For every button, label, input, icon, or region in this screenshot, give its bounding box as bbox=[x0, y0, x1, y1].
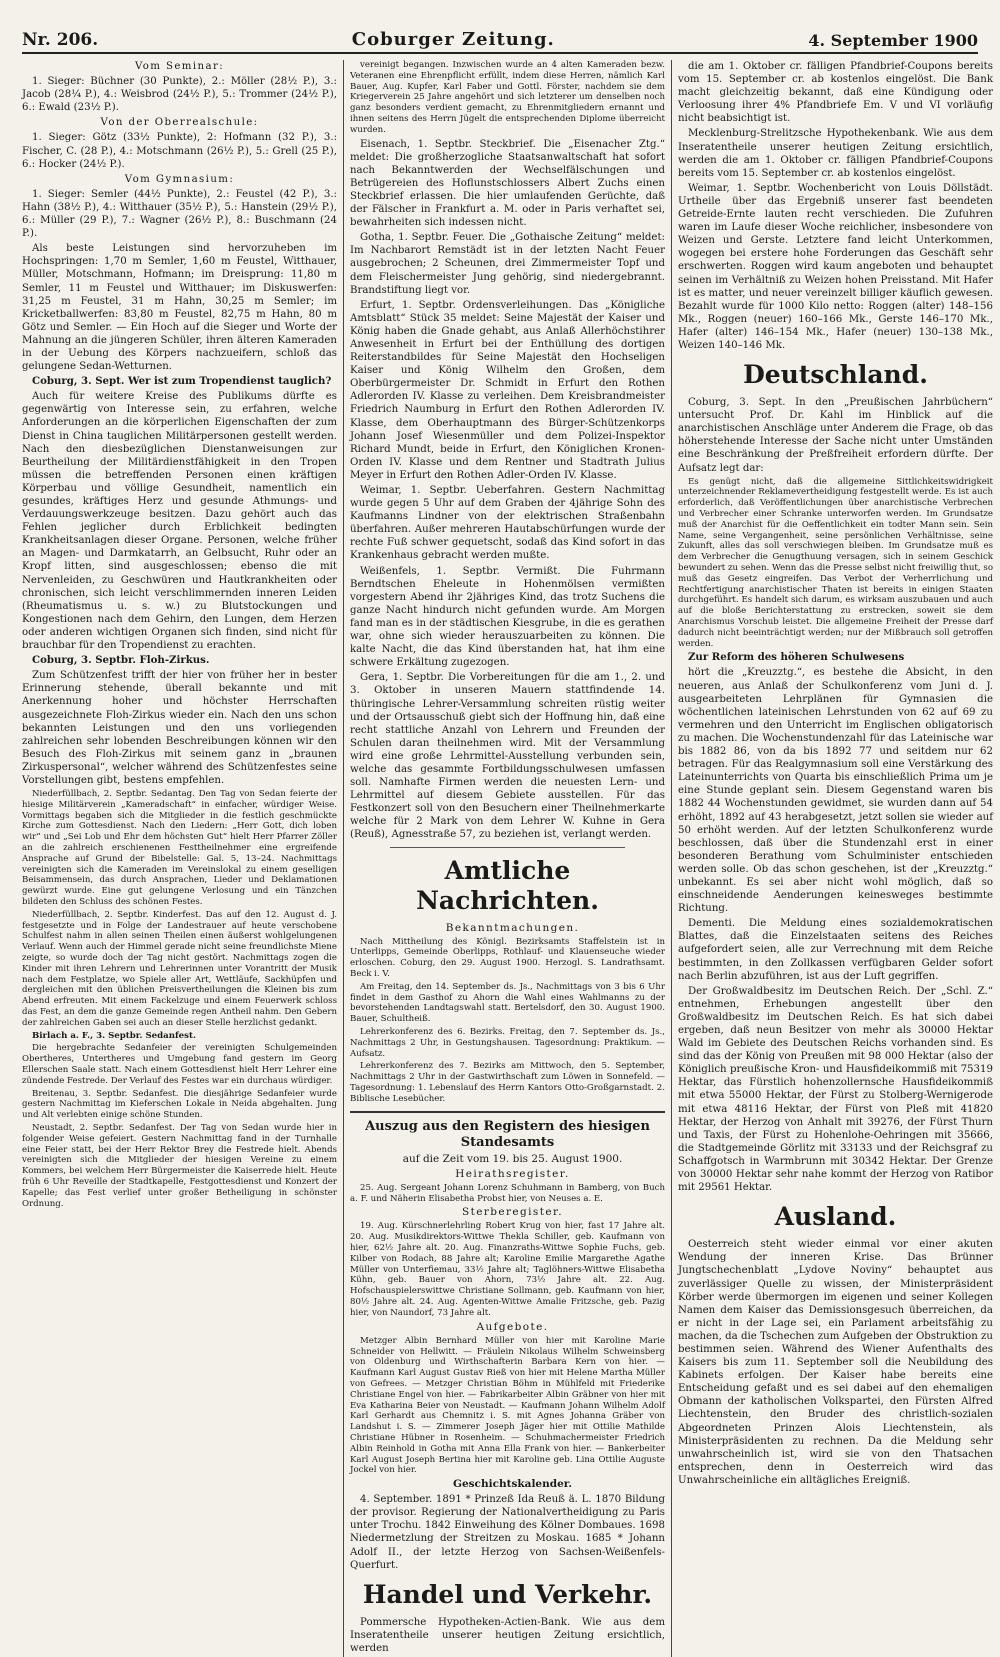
column-rule bbox=[343, 60, 344, 1657]
paragraph-small: Breitenau, 3. Septbr. Sedanfest. Die diesjährige Sedanfeier wurde gestern Nachmittag im Kieferschen Lokale in Neida abgehalten. Jung und Alt verlebten einige schöne Stunden. bbox=[22, 1088, 337, 1121]
paragraph: Coburg, 3. Sept. In den „Preußischen Jahrbüchern“ untersucht Prof. Dr. Kahl im Hinblick auf die anarchistischen Anschläge unter Anderem die Frage, ob das höherstehende Interesse der Sache nicht unter Umständen eine Beschränkung der Preßfreiheit erfordern dürfte. Der Aufsatz legt dar: bbox=[678, 397, 993, 474]
paragraph-small: Die hergebrachte Sedanfeier der vereinigten Schulgemeinden Obertheres, Untertheres und Umgebung fand gestern im Georg Ellerschen Saale statt. Nach einem Gottesdienst hielt Herr Lehrer eine zündende Festrede. Der Verlauf des Festes war ein durchaus würdiger. bbox=[22, 1043, 337, 1086]
columns bbox=[22, 60, 993, 1654]
paragraph: Eisenach, 1. Septbr. Steckbrief. Die „Eisenacher Ztg.“ meldet: Die großherzogliche Staatsanwaltschaft hat sofort nach Bekanntwerden der Wechselfälschungen und Betrügereien des Hoflunstschlossers Albert Zuchs einen Steckbrief erlassen. Die hier umlaufenden Gerüchte, daß der Fälscher in Frankfurt a. M. oder in Paris verhaftet sei, bewahrheiten sich indessen nicht. bbox=[350, 138, 665, 229]
paragraph: Mecklenburg-Strelitzsche Hypothekenbank. Wie aus dem Inseratentheile unserer heutigen Zeitung ersichtlich, werden die am 1. Oktober cr. fälligen Pfandbrief-Coupons bereits vom 15. September cr. ab kostenlos eingelöst. bbox=[678, 128, 993, 179]
paragraph: 1. Sieger: Götz (33½ Punkte), 2: Hofmann (32 P.), 3.: Fischer, C. (28 P.), 4.: Motschmann (26½ P.), 5.: Grell (25 P.), 6.: Hocker (24½ P.). bbox=[22, 132, 337, 170]
paragraph: hört die „Kreuzztg.“, es bestehe die Absicht, in den neueren, aus Anlaß der Schulkonferenz vom Juni d. J. ausgearbeiteten Lehrplänen für Gymnasien die wöchentlichen lateinischen Lehrstunden von 62 auf 69 zu vermehren und den Unterricht im Englischen obligatorisch zu machen. Die Wochenstundenzahl für das Lateinische war bis 1882 86, von da bis 1892 77 und seitdem nur 62 betragen. Für das Realgymnasium soll eine Verstärkung des Lateinunterrichts von Quarta bis einschließlich Prima um je eine Stunde geplant sein. Diesem Gegenstand waren bis 1882 44 Wochenstunden gewidmet, sie wurden dann auf 54 erhöht, 1892 auf 43 herabgesetzt, jetzt sollen sie wieder auf 50 erhöht werden. Auf der letzten Schulkonferenz wurde beschlossen, daß über die Stundenzahl erst in einer besonderen Berathung vom Schulminister entschieden werden solle. Ob das schon geschehen, ist der „Kreuzztg.“ unbekannt. Es sei aber nicht wohl möglich, daß so einschneidende Aenderungen keinesweges bestimmte Richtung. bbox=[678, 667, 993, 915]
subheading: Bekanntmachungen. bbox=[445, 921, 580, 934]
section-heading: Vom Seminar: bbox=[134, 61, 225, 72]
paragraph: 1. Sieger: Semler (44½ Punkte), 2.: Feustel (42 P.), 3.: Hahn (38½ P.), 4.: Witthauer (35½ P.), 5.: Hanstein (29½ P.), 6.: Müller (29 P.), 7.: Wagner (26½ P.), 8.: Buschmann (24 P.). bbox=[22, 188, 337, 240]
notice: Lehrerkonferenz des 7. Bezirks am Mittwoch, den 5. September, Nachmittags 2 Uhr in der Gastwirthschaft zum Löwen in Sonnefeld. — Tagesordnung: 1. Lebenslauf des Herrn Kantors Otto-Großgarnstadt. 2. Biblische Lesebücher. bbox=[350, 1061, 665, 1104]
section-title-handel: Handel und Verkehr. bbox=[362, 1579, 653, 1609]
section-heading: Von der Oberrealschule: bbox=[100, 117, 259, 129]
section-title-deutschland: Deutschland. bbox=[743, 360, 928, 390]
article-lead: Birlach a. F., 3. Septbr. Sedanfest. bbox=[32, 1030, 196, 1041]
divider bbox=[390, 847, 625, 848]
notice: Am Freitag, den 14. September ds. Js., Nachmittags von 3 bis 6 Uhr findet in dem Gasthof zu Ahorn die Wahl eines Wahlmanns zu der bevorstehenden Landtagswahl statt. Bertelsdorf, den 30. August 1900. Bauer, Schultheiß. bbox=[350, 981, 665, 1025]
article-lead: Coburg, 3. Septbr. Floh-Zirkus. bbox=[32, 654, 210, 667]
paragraph: Weimar, 1. Septbr. Wochenbericht von Louis Döllstädt. Urtheile über das Ergebniß unserer fast beendeten Getreide-Ernte lauten recht verschieden. Die Zufuhren waren im Laufe dieser Woche reichlicher, insbesondere von Weizen und Gerste. Letztere fand leicht Unterkommen, wogegen bei erstere hohe Forderungen das Geschäft sehr erschwerten. Roggen wird kaum angeboten und behauptet seinen im Verhältniß zu Weizen hohen Preisstand. Mit Hafer ist es matter, und neuer vereinzelt billiger käuflich gewesen. Bezahlt wurde für 1000 Kilo netto: Roggen (alter) 148–156 Mk., Roggen (neuer) 160–166 Mk., Gerste 146–170 Mk., Hafer (alter) 146–154 Mk., Hafer (neuer) 130–138 Mk., Weizen 140–146 Mk. bbox=[678, 182, 993, 351]
newspaper-title: Coburger Zeitung. bbox=[351, 29, 555, 50]
paragraph: Weißenfels, 1. Septbr. Vermißt. Die Fuhrmann Berndtschen Eheleute in Hohenmölsen vermißten vorgestern Abend ihr 2jähriges Kind, das trotz Suchens die ganze Nacht hindurch nicht gefunden wurde. Am Morgen fand man es in der städtischen Kiesgrube, in die es gerathen war, ohne sich wieder herauszuarbeiten zu können. Die kalte Nacht, die das Kind überstanden hat, hat ihm eine schwere Erkältung zugezogen. bbox=[350, 565, 665, 669]
section-title-amtliche: Amtliche Nachrichten. bbox=[416, 855, 599, 915]
paragraph: 1. Sieger: Büchner (30 Punkte), 2.: Möller (28½ P.), 3.: Jacob (28¼ P.), 4.: Weisbrod (24½ P.), 5.: Trommer (24½ P.), 6.: Ewald (23½ P.). bbox=[22, 76, 337, 114]
section-heading: Vom Gymnasium: bbox=[124, 173, 235, 185]
register-entry: 19. Aug. Kürschnerlehrling Robert Krug von hier, fast 17 Jahre alt. 20. Aug. Musikdirektors-Wittwe Thekla Schiller, geb. Kaufmann von hier, 62½ Jahre alt. 20. Aug. Finanzraths-Wittwe Sophie Fuchs, geb. Kilber von Rodach, 88 Jahre alt; Karoline Emilie Margarethe Agathe Müller von Unterfiemau, 33½ Jahre alt; Taglöhners-Wittwe Elisabetha Kühn, geb. Bauer von Ahorn, 73½ Jahre alt. 22. Aug. Hofschauspielerswittwe Christiane Sollmann, geb. Kaufmann von hier, 80½ Jahre alt. 24. Aug. Agenten-Wittwe Amalie Fritzsche, geb. Pazig hier, von Naundorf, 73 Jahre alt. bbox=[350, 1221, 665, 1318]
column-middle bbox=[350, 60, 665, 1657]
subheading: Aufgebote. bbox=[476, 1320, 549, 1333]
paragraph-small: Niederfüllbach, 2. Septbr. Sedantag. Den Tag von Sedan feierte der hiesige Militärverein „Kameradschaft“ in einfacher, würdiger Weise. Vormittags begaben sich die Mitglieder in die festlich geschmückte Kirche zum Gottesdienst. Nach den Liedern: „Herr Gott, dich loben wir“ und „Sei Lob und Ehr dem höchsten Gut“ hielt Herr Pfarrer Zöller an die zahlreich erschienenen Festtheilnehmer eine ergreifende Ansprache auf Grund der Bibelstelle: Gal. 5, 13–24. Nachmittags vereinigten sich die Kameraden im Vereinslokal zu einem geselligen Beisammensein, das durch Ansprachen, Lieder und Deklamationen gewürzt wurde. Eine gut gelungene Verlosung und ein Tänzchen bildeten den Schluss des schönen Festes. bbox=[22, 789, 337, 908]
paragraph: Dementi. Die Meldung eines sozialdemokratischen Blattes, daß die Einzelstaaten seitens des Reiches aufgefordert seien, alle zur Verrechnung mit dem Reiche bestimmten, in den Zollkassen verfügbaren Gelder sofort nach Berlin abzuführen, ist aus der Luft gegriffen. bbox=[678, 918, 993, 982]
divider bbox=[350, 1111, 665, 1113]
section-title-ausland: Ausland. bbox=[774, 1202, 897, 1232]
column-left bbox=[22, 60, 337, 1657]
paragraph: Oesterreich steht wieder einmal vor einer akuten Wendung der inneren Krise. Das Brünner Jungtschechenblatt „Lydove Noviny“ behauptet aus zuverlässiger Quelle zu wissen, der Ministerpräsident Körber werde übermorgen im eigenen und seiner Kollegen Namen dem Kaiser das Demissionsgesuch überreichen, da er nicht in der Lage sei, ein Parlament arbeitsfähig zu machen, da die Tschechen zum Aufgeben der Obstruktion zu bestimmen seien. Während des Wiener Aufenthalts des Kaisers bis zum 11. September soll die Neubildung des Kabinets erfolgen. Der Kaiser habe bereits eine Entscheidung gefaßt und es sei dabei auf den ehemaligen Obmann der katholischen Volkspartei, den Fürsten Alfred Liechtenstein, den Bruder des christlich-sozialen Abgeordneten Prinzen Alois Liechtenstein, als Ministerpräsidenten zu rechnen. Da die Meldung sehr unwahrscheinlich ist, wird sie von den Thatsachen entsprechen, denn in Oesterreich wird das Unwahrscheinliche ein alltägliches Ereigniß. bbox=[678, 1239, 993, 1486]
paragraph: Auch für weitere Kreise des Publikums dürfte es gegenwärtig von Interesse sein, zu erfahren, welche Anforderungen an die körperlichen Eigenschaften der zum Dienst in China tauglichen Militärpersonen gestellt werden. Nach den diesbezüglichen Dienstanweisungen zur Beurtheilung der Militärdienstfähigkeit in den Tropen müssen die betreffenden Personen einen kräftigen Körperbau und völlige Gesundheit, namentlich ein gesundes, kräftiges Herz und gesunde Athmungs- und Verdauungswerkzeuge besitzen. Dazu gehört auch das Fehlen jeglicher durch Erblichkeit bedingten Krankheitsanlagen dieser Organe. Personen, welche früher an Magen- und Darmkatarrh, an Gelbsucht, Ruhr oder an Kropf litten, sind ausgeschlossen; ebenso die mit Nervenleiden, zu Geschwüren und Hautkrankheiten oder chronischen, sich leicht verschlimmernden inneren Leiden (Rheumatismus u. s. w.) zu Blutstockungen und Kongestionen nach dem Gehirn, den Lungen, dem Herzen oder anderen wichtigen Organen sich finden, sind nicht für brauchbar für den Tropendienst zu erachten. bbox=[22, 391, 337, 652]
subheading: Sterberegister. bbox=[462, 1206, 563, 1219]
register-entry: Metzger Albin Bernhard Müller von hier mit Karoline Marie Schneider von Hellwitt. — Fräulein Nikolaus Wilhelm Schweinsberg von Oldenburg und Wirthschafterin Barbara Kern von hier. — Kaufmann Karl August Gustav Rieß von hier mit Helene Martha Müller von Gefrees. — Metzger Christian Böhm in Mühlfeld mit Friederike Christiane Engel von hier. — Fabrikarbeiter Albin Gräbner von hier mit Eva Katharina Beier von Neustadt. — Kaufmann Johann Wilhelm Adolf Karl Gerhardt aus Chemnitz i. S. mit Agnes Johanna Gräber von Landshut i. S. — Zimmerer Joseph Jäger hier mit Ottilie Mathilde Christiane Hübner in Rosenheim. — Schuhmachermeister Friedrich Albin Reinhold in Gotha mit Anna Ella Frank von hier. — Bankerbeiter Karl August Joseph Bertina hier mit Karoline geb. Lina Ottilie Auguste Jockel von hier. bbox=[350, 1335, 665, 1476]
paragraph: Pommersche Hypotheken-Actien-Bank. Wie aus dem Inseratentheile unserer heutigen Zeitung ersichtlich, werden bbox=[350, 1616, 665, 1654]
issue-number: Nr. 206. bbox=[22, 30, 99, 50]
masthead bbox=[22, 24, 978, 54]
paragraph-small: Es genügt nicht, daß die allgemeine Sittlichkeitswidrigkeit unterzeichnender Reklamevertheidigung festgestellt werde. Es ist auch erforderlich, daß Veröffentlichungen über anarchistische Verbrechen und Verbrecher einer Schranke unterworfen werden. Im Grundsatze muß der Anarchist für die Oeffentlichkeit ein todter Mann sein. Sein Name, seine Vergangenheit, seine persönlichen Verhältnisse, seine Zukunft, alles das soll verschwiegen bleiben. Im Grundsatze muß es dem Verbrecher die Genugthuung versagen, sich in seinem Geschick bewundert zu sehen. Wenn das die Presse selbst nicht freiwillig thut, so muß das Gesetz eingreifen. Das Verbot der Verherrlichung und Rechtfertigung anarchistischer Thaten ist bereits in einigen Staaten durchgeführt. Es handelt sich darum, es wirksam auszubauen und auch auf die bloße Berichterstattung zu erstrecken, soweit sie dem Anarchismus Vorschub leistet. Die allgemeine Freiheit der Presse darf dadurch nicht beeinträchtigt werden; nur der Mißbrauch soll getroffen werden. bbox=[678, 476, 993, 649]
paragraph: Weimar, 1. Septbr. Ueberfahren. Gestern Nachmittag wurde gegen 5 Uhr auf dem Graben der 4jährige Sohn des Kaufmanns Lindner von der elektrischen Straßenbahn überfahren. Außer mehreren Hautabschürfungen wurde der rechte Fuß schwer gequetscht, sodaß das Kind sofort in das Krankenhaus gebracht werden mußte. bbox=[350, 485, 665, 562]
paragraph: Gotha, 1. Septbr. Feuer. Die „Gothaische Zeitung“ meldet: Im Nachbarort Remstädt ist in der letzten Nacht Feuer ausgebrochen; 2 Scheunen, drei Zimmermeister Topf und dem Fleischermeister Jung gehörig, sind niedergebrannt. Brandstiftung liegt vor. bbox=[350, 232, 665, 296]
paragraph: Der Großwaldbesitz im Deutschen Reich. Der „Schl. Z.“ entnehmen, Erhebungen angestellt über den Großwaldbesitz im Deutschen Reich. Es hat sich dabei ergeben, daß neun Besitzer von mehr als 30000 Hektar Wald im Gebiete des Deutschen Reichs vorhanden sind. Es sind das der König von Preußen mit 98 000 Hektar (also der Königlich preußische Kron- und Hausfideikommiß mit 75319 Hektar, das Fürstlich hohenzollernsche Hausfideikommiß mit etwa 55000 Hektar, der Fürst zu Stolberg-Wernigerode mit etwa 48116 Hektar, der Fürst von Pleß mit 41820 Hektar, der Herzog von Anhalt mit 39276, der Fürst Thurn und Taxis, der Fürst zu Hohenlohe-Oehringen mit 35666, die Stadtgemeinde Görlitz mit 33133 und der Reichsgraf zu Schaffgotsch in Warmbrunn mit 30342 Hektar. Der Grenze von 30000 Hektar sehr nahe kommt der Herzog von Ratibor mit 29561 Hektar. bbox=[678, 985, 993, 1194]
subheading: auf die Zeit vom 19. bis 25. August 1900. bbox=[402, 1152, 623, 1165]
paragraph-small: Neustadt, 2. Septbr. Sedanfest. Der Tag von Sedan wurde hier in folgender Weise gefeiert. Gestern Nachmittag fand in der Turnhalle eine Feier statt, bei der Herr Rektor Brey die Festrede hielt. Abends vereinigten sich die Mitglieder der hiesigen Vereine zu einem Kommers, bei welchem Herr Bürgermeister die Kaiserrede hielt. Heute früh 6 Uhr Reveille der Stadtkapelle, Festgottesdienst und Konzert der Kapelle; das Fest verlief unter großer Betheiligung in schönster Ordnung. bbox=[22, 1122, 337, 1209]
section-title-auszug: Auszug aus den Registern des hiesigen Standesamts bbox=[365, 1118, 650, 1150]
notice: Lehrerkonferenz des 6. Bezirks. Freitag, den 7. September ds. Js., Nachmittags 2 Uhr, in Gestungshausen. Tagesordnung: Praktikum. — Aufsatz. bbox=[350, 1027, 665, 1059]
paragraph: Gera, 1. Septbr. Die Vorbereitungen für die am 1., 2. und 3. Oktober in unseren Mauern stattfindende 14. thüringische Lehrer-Versammlung schreiten rüstig weiter und der Ortsausschuß giebt sich der Hoffnung hin, daß eine recht stattliche Anzahl von Lehrern und Freunden der Schulen daran theilnehmen wird. Mit der Versammlung wird eine große Lehrmittel-Ausstellung verbunden sein, welche das gesammte Fortbildungsschulwesen umfassen soll. Namhafte Firmen werden die neuesten Lern- und Lehrmittel auf diesem Gebiete ausstellen. Für das Festkonzert soll von den Besuchern einer Theilnehmerkarte welche für 2 Mark von dem Lehrer W. Kuhne in Gera (Reuß), Agnesstraße 57, zu beziehen ist, verlangt werden. bbox=[350, 672, 665, 841]
subheading: Heirathsregister. bbox=[455, 1167, 570, 1180]
paragraph-small: vereinigt begangen. Inzwischen wurde an 4 alten Kameraden bezw. Veteranen eine Ehrenpflicht erfüllt, indem diese Herren, nämlich Karl Bauer, Aug. Kupfer, Karl Faber und Gottl. Förster, nachdem sie dem Kriegerverein 25 Jahre angehört und sich letzterer um denselben noch ganz besonders verdient gemacht, zu Ehrenmitgliedern ernannt und ihnen seitens des Herrn Jügelt die entsprechenden Diplome überreicht wurden. bbox=[350, 60, 665, 135]
paragraph-small: Niederfüllbach, 2. Septbr. Kinderfest. Das auf den 12. August d. J. festgesetzte und in Folge der Landestrauer auf heute verschobene Schulfest nahm in allen seinen Theilen einen äußerst wohlgelungenen Verlauf. Wenn auch der Himmel gerade nicht seine freundlichste Miene zeigte, so wurde doch der Tag nicht gestört. Nachmittags zogen die Kinder mit ihren Lehrern und Lehrerinnen unter Vorantritt der Musik nach dem Festplatze, wo Spiele aller Art, Wettläufe, Sackhüpfen und dergleichen mit den üblichen Preisvertheilungen die Kleinen bis zum Abend erfreuten. Mit einem Fackelzuge und einem Feuerwerk schloss das Fest, an dem die ganze Gemeinde regen Antheil nahm. Den Gebern der zahlreichen Gaben sei auch an dieser Stelle herzlichst gedankt. bbox=[22, 909, 337, 1028]
article-lead: Coburg, 3. Sept. Wer ist zum Tropendienst tauglich? bbox=[32, 375, 332, 388]
column-right bbox=[678, 60, 993, 1657]
issue-date: 4. September 1900 bbox=[808, 31, 978, 50]
notice: Nach Mittheilung des Königl. Bezirksamts Staffelstein ist in Unterlipps, Gemeinde Oberlipps, Rothlauf- und Klauenseuche wieder erloschen. Coburg, den 29. August 1900. Herzogl. S. Landrathsamt. Beck i. V. bbox=[350, 936, 665, 980]
paragraph: Zum Schützenfest trifft der hier von früher her in bester Erinnerung stehende, überall bekannte und mit Anerkennung hoher und höchster Herrschaften ausgezeichnete Floh-Zirkus wieder ein. Nach den uns schon bekannten Leistungen und den uns vorliegenden zahlreichen sehr lobenden Beschreibungen können wir den Besuch des Floh-Zirkus mit seinem ganz in „braunen Zirkuspersonal“, welcher während des Schützenfestes seine Vorstellungen gibt, bestens empfehlen. bbox=[22, 670, 337, 786]
subheading: Geschichtskalender. bbox=[453, 1478, 572, 1491]
paragraph: die am 1. Oktober cr. fälligen Pfandbrief-Coupons bereits vom 15. September cr. ab kostenlos eingelöst. Die Bank macht gleichzeitig bekannt, daß eine Kündigung oder Verloosung ihrer 4% Pfandbriefe Em. V und VI vorläufig nicht beabsichtigt ist. bbox=[678, 61, 993, 125]
register-entry: 25. Aug. Sergeant Johann Lorenz Schuhmann in Bamberg, von Buch a. F. und Näherin Elisabetha Probst hier, von Neuses a. E. bbox=[350, 1182, 665, 1204]
paragraph: 4. September. 1891 * Prinzeß Ida Reuß ä. L. 1870 Bildung der provisor. Regierung der Nationalvertheidigung zu Paris unter Trochu. 1842 Einweihung des Kölner Dombaues. 1698 Niedermetzlung der Streitzen zu Moskau. 1685 * Johann Adolf II., der letzte Herzog von Sachsen-Weißenfels-Querfurt. bbox=[350, 1494, 665, 1571]
paragraph: Erfurt, 1. Septbr. Ordensverleihungen. Das „Königliche Amtsblatt“ Stück 35 meldet: Seine Majestät der Kaiser und König haben die Gnade gehabt, aus Anlaß Allerhöchstihrer Anwesenheit in Erfurt bei der Enthüllung des dortigen Reiterstandbildes für Seine Majestät den Hochseligen Kaiser und König Wilhelm den Großen, dem Oberbürgermeister Dr. Schmidt in Erfurt den Rothen Adlerorden IV. Klasse zu verleihen. Dem Kreisbrandmeister Friedrich Naumburg in Erfurt den Rothen Adlerorden IV. Klasse, dem Oberhauptmann des Bürger-Schützenkorps Johann Josef Wiesenmüller und dem Polizei-Inspektor Richard Mundt, beide in Erfurt, den Königlichen Kronen-Orden IV. Klasse und dem Rentner und Stadtrath Julius Meyer in Erfurt den Rothen Adler-Orden IV. Klasse. bbox=[350, 299, 665, 481]
column-rule bbox=[671, 60, 672, 1657]
paragraph: Als beste Leistungen sind hervorzuheben im Hochspringen: 1,70 m Semler, 1,60 m Feustel, Witthauer, Müller, Motschmann, Hofmann; im Dreisprung: 11,80 m Semler, 11 m Feustel und Witthauer; im Diskuswerfen: 31,25 m Feustel, 31 m Hahn, 30,25 m Semler; im Kricketballwerfen: 83,80 m Feustel, 82,75 m Hahn, 80 m Götz und Semler. — Ein Hoch auf die Sieger und Worte der Mahnung an die jüngeren Schüler, ihren älteren Kameraden in der Uebung des Körpers nachzueifern, schloß das gelungene Sedan-Wetturnen. bbox=[22, 243, 337, 373]
article-lead: Zur Reform des höheren Schulwesens bbox=[688, 651, 905, 664]
